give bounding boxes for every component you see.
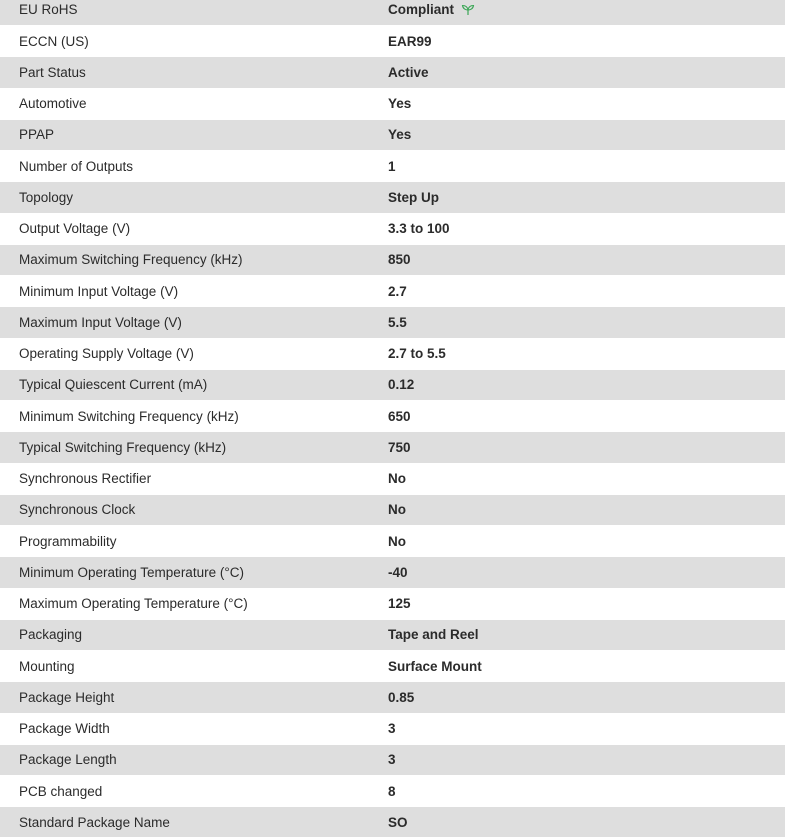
spec-row-package-length (0, 744, 785, 775)
spec-value: 750 (388, 439, 411, 455)
spec-label: Maximum Switching Frequency (kHz) (19, 252, 243, 268)
spec-row-package-width (0, 713, 785, 744)
leaf-icon (461, 4, 475, 16)
spec-row-eccn (0, 25, 785, 56)
spec-value (388, 2, 785, 17)
spec-row-eu-rohs (0, 0, 785, 25)
spec-value: 0.85 (388, 689, 415, 705)
spec-value: 8 (388, 783, 396, 799)
spec-label: Programmability (19, 533, 117, 549)
spec-row-max-input-voltage (0, 306, 785, 337)
spec-value: 2.7 (388, 283, 407, 299)
spec-row-programmability (0, 525, 785, 556)
spec-label: Package Height (19, 689, 115, 705)
spec-value: 125 (388, 596, 411, 612)
spec-label: Synchronous Rectifier (19, 471, 152, 487)
spec-row-pcb-changed (0, 775, 785, 806)
spec-value: Yes (388, 127, 412, 143)
spec-value: 5.5 (388, 314, 407, 330)
spec-row-max-switching-frequency (0, 244, 785, 275)
spec-row-synchronous-rectifier (0, 463, 785, 494)
spec-row-package-height (0, 681, 785, 712)
spec-label: Packaging (19, 627, 83, 643)
spec-value: EAR99 (388, 33, 432, 49)
spec-label: PPAP (19, 127, 55, 143)
spec-row-min-switching-frequency (0, 400, 785, 431)
spec-label: EU RoHS (19, 2, 78, 17)
spec-label: Package Length (19, 752, 117, 768)
spec-label: Topology (19, 189, 74, 205)
spec-value: 850 (388, 252, 411, 268)
spec-label: Number of Outputs (19, 158, 134, 174)
spec-row-ppap (0, 119, 785, 150)
spec-label: Automotive (19, 96, 87, 112)
spec-label: Mounting (19, 658, 75, 674)
spec-value: 3 (388, 721, 396, 737)
spec-label: Standard Package Name (19, 814, 170, 830)
spec-value: 0.12 (388, 377, 415, 393)
spec-row-automotive (0, 88, 785, 119)
spec-value: -40 (388, 564, 408, 580)
spec-label: Minimum Switching Frequency (kHz) (19, 408, 239, 424)
spec-label: PCB changed (19, 783, 103, 799)
spec-row-number-of-outputs (0, 150, 785, 181)
spec-row-topology (0, 181, 785, 212)
spec-row-synchronous-clock (0, 494, 785, 525)
spec-row-mounting (0, 650, 785, 681)
spec-value: Yes (388, 96, 412, 112)
spec-value: No (388, 533, 406, 549)
spec-value: 2.7 to 5.5 (388, 346, 446, 362)
spec-value: 650 (388, 408, 411, 424)
spec-value: No (388, 502, 406, 518)
spec-row-operating-supply-voltage (0, 338, 785, 369)
spec-value: 3 (388, 752, 396, 768)
spec-value: Active (388, 64, 429, 80)
spec-label: Typical Quiescent Current (mA) (19, 377, 208, 393)
spec-value: Surface Mount (388, 658, 482, 674)
spec-label: Maximum Operating Temperature (°C) (19, 596, 248, 612)
spec-value-text: Compliant (388, 2, 454, 17)
spec-value: SO (388, 814, 408, 830)
spec-label: Minimum Input Voltage (V) (19, 283, 179, 299)
spec-row-typical-switching-frequency (0, 431, 785, 462)
spec-label: Minimum Operating Temperature (°C) (19, 564, 244, 580)
spec-row-max-operating-temperature (0, 588, 785, 619)
spec-row-min-input-voltage (0, 275, 785, 306)
spec-value: Step Up (388, 189, 440, 205)
spec-label: Output Voltage (V) (19, 221, 131, 237)
spec-label: Typical Switching Frequency (kHz) (19, 439, 227, 455)
spec-row-typical-quiescent-current (0, 369, 785, 400)
spec-label: Maximum Input Voltage (V) (19, 314, 182, 330)
spec-label: Package Width (19, 721, 110, 737)
spec-label: Synchronous Clock (19, 502, 136, 518)
spec-row-standard-package-name (0, 806, 785, 837)
spec-label: ECCN (US) (19, 33, 89, 49)
spec-label: Operating Supply Voltage (V) (19, 346, 194, 362)
spec-value: Tape and Reel (388, 627, 479, 643)
spec-value: No (388, 471, 406, 487)
spec-row-min-operating-temperature (0, 556, 785, 587)
spec-label: Part Status (19, 64, 86, 80)
spec-row-packaging (0, 619, 785, 650)
spec-value: 1 (388, 158, 396, 174)
spec-row-output-voltage (0, 213, 785, 244)
spec-value: 3.3 to 100 (388, 221, 450, 237)
spec-row-part-status (0, 56, 785, 87)
